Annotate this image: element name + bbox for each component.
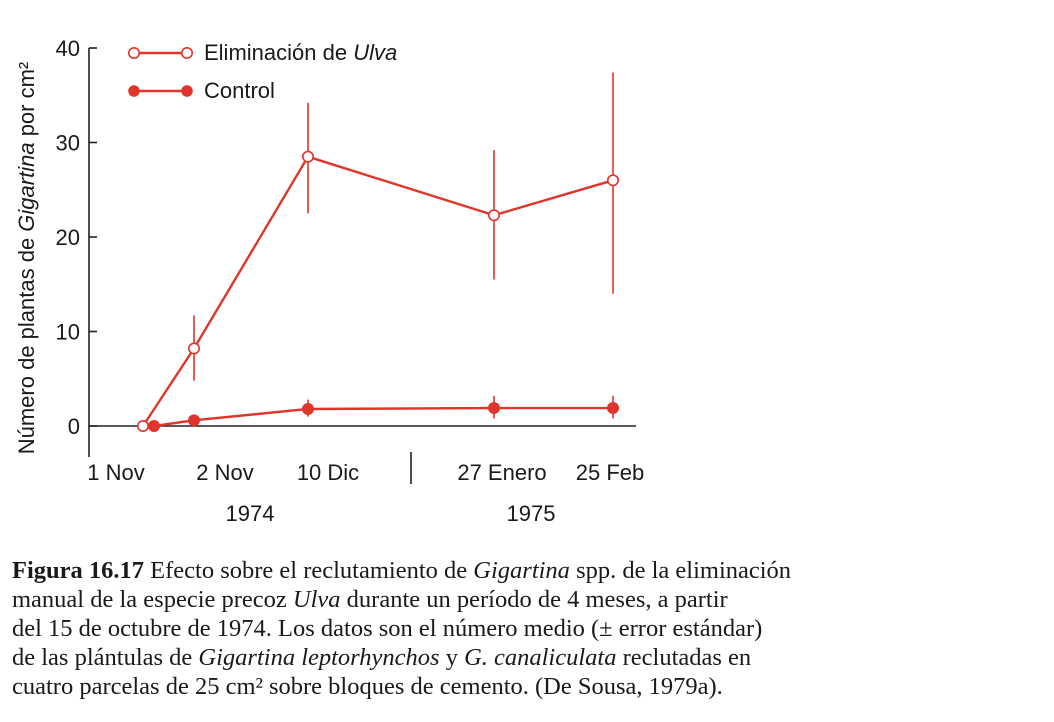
y-axis-title-italic: Gigartina	[14, 142, 39, 232]
legend-label-ulva-italic: Ulva	[353, 40, 398, 65]
x-tick-label: 25 Feb	[575, 460, 645, 485]
caption-line-3: del 15 de octubre de 1974. Los datos son el número medio (± error estándar)	[12, 615, 763, 642]
caption-italic: Gigartina	[473, 557, 570, 584]
y-axis-title-suffix: por cm²	[14, 61, 39, 143]
caption-figure-label: Figura 16.17	[12, 557, 145, 584]
y-tick-label: 10	[55, 319, 80, 345]
legend-marker-ulva-left	[129, 48, 139, 58]
x-tick-label: 1 Nov	[87, 460, 145, 485]
y-tick-label: 0	[67, 414, 80, 439]
y-axis-title-prefix: Número de plantas de	[14, 231, 39, 455]
caption-text: Efecto sobre el reclutamiento de	[144, 557, 474, 584]
figure-caption	[12, 556, 1042, 701]
data-point	[149, 421, 159, 431]
legend	[129, 40, 397, 103]
x-tick-label: 2 Nov	[196, 460, 254, 485]
data-point	[189, 343, 199, 353]
series-line	[154, 408, 613, 426]
y-tick-label: 40	[55, 36, 80, 61]
y-tick-label: 20	[55, 225, 80, 250]
data-point	[138, 421, 148, 431]
year-labels	[226, 501, 556, 526]
data-point	[608, 175, 618, 185]
data-point	[489, 210, 499, 220]
data-point	[189, 415, 199, 425]
y-axis-title	[14, 62, 39, 455]
legend-label-control: Control	[204, 78, 275, 103]
year-label: 1975	[506, 501, 556, 526]
data-point	[303, 404, 313, 414]
legend-label-ulva-prefix: Eliminación de	[204, 40, 354, 65]
y-tick-label: 30	[55, 130, 80, 156]
caption-line-5: cuatro parcelas de 25 cm² sobre bloques de cemento. (De Sousa, 1979a).	[12, 673, 723, 700]
series-layer	[138, 73, 618, 432]
caption-text: durante un período de 4 meses, a partir	[340, 586, 728, 613]
year-label: 1974	[225, 501, 275, 526]
caption-italic: Gigartina leptorhynchos	[198, 644, 440, 671]
legend-marker-ulva-right	[182, 48, 192, 58]
x-tick-label: 27 Enero	[457, 460, 547, 485]
legend-marker-control-right	[182, 86, 192, 96]
caption-text: manual de la especie precoz	[12, 586, 293, 613]
caption-text: y	[439, 644, 465, 671]
data-point	[489, 403, 499, 413]
data-point	[303, 151, 313, 161]
data-point	[608, 403, 618, 413]
series-line	[143, 157, 613, 426]
x-tick-labels	[87, 460, 644, 485]
caption-text: reclutadas en	[616, 644, 752, 671]
x-tick-label: 10 Dic	[296, 460, 360, 485]
caption-line-2	[12, 585, 1042, 614]
legend-label-ulva	[204, 40, 397, 65]
caption-line-1	[12, 556, 1042, 585]
caption-italic: Ulva	[292, 586, 341, 613]
series-ulva-removal	[138, 73, 618, 432]
caption-italic: G. canaliculata	[464, 644, 617, 671]
legend-marker-control-left	[129, 86, 139, 96]
caption-text: spp. de la eliminación	[569, 557, 792, 584]
y-ticks	[56, 36, 97, 439]
caption-line-4	[12, 643, 1042, 672]
caption-text: de las plántulas de	[12, 644, 199, 671]
